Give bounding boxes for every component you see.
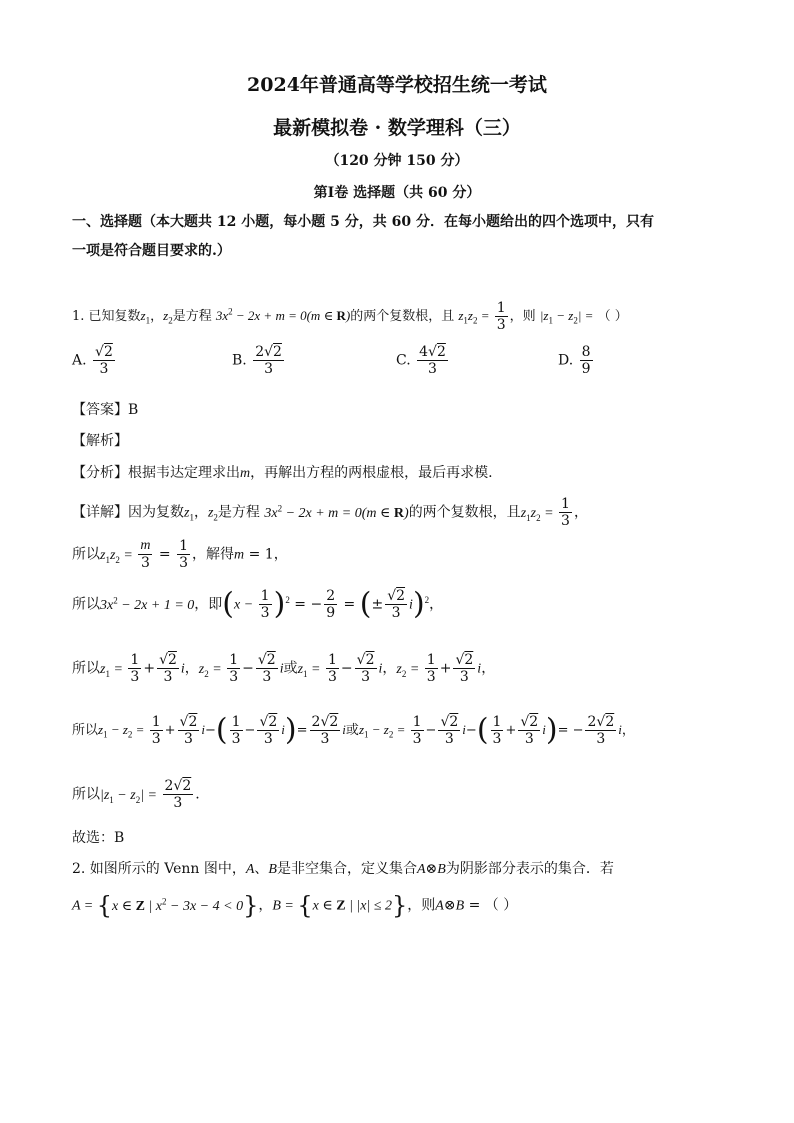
time-score: （120 分钟 150 分） (325, 153, 469, 169)
q1-step-2: 所以$3x^2 - 2x + 1 = 0$，即(x − $\frac{1}{3}$ )$^2$ = − $\frac{2}{9}$ = (± $\frac{√2}{3}$ i)$^2$， (72, 586, 444, 622)
q1-option-c[interactable]: C. $\frac{4√2}{3}$ (396, 344, 446, 377)
q1-stem: 1. 已知复数$z_1$，$z_2$是方程 $3x^2 - 2x + m = 0(m$ ∈ R)的两个复数根，且 $z_1z_2$ = $\frac{1}{3}$ ，则 $|z_1 - z_2|$ = （ ） (72, 300, 628, 333)
exam-title: 2024年普通高等学校招生统一考试 (247, 74, 547, 96)
section-heading: 第Ⅰ卷 选择题（共 60 分） (313, 185, 481, 201)
q1-step-1: 所以$z_1z_2$ = $\frac{m}{3}$ = $\frac{1}{3}$ ，解得m = 1， (72, 538, 288, 571)
instructions-line-2: 一项是符合题目要求的.） (72, 243, 231, 259)
q2-stem: 2. 如图所示的 Venn 图中，A、B是非空集合，定义集合A⊗B为阴影部分表示的集合．若 (72, 861, 614, 877)
q1-analysis-heading: 【解析】 (72, 433, 128, 449)
exam-subtitle: 最新模拟卷 · 数学理科（三） (273, 117, 521, 139)
q1-step-3: 所以$z_1$ = $\frac{1}{3}$ + $\frac{√2}{3}$ i，$z_2$ = $\frac{1}{3}$ − $\frac{√2}{3}$ i或$z_1$ = $\frac{1}{3}$ − $\frac{√2}{3}$ i，$z_2$ = $\frac{1}{3}$ + $\frac{√2}{3}$ i， (72, 652, 496, 685)
q1-conclusion: 故选：B (72, 830, 125, 846)
instructions-line-1: 一、选择题（本大题共 12 小题，每小题 5 分，共 60 分．在每小题给出的四个选项中，只有 (72, 214, 654, 230)
q1-option-b[interactable]: B. $\frac{2√2}{3}$ (232, 344, 282, 377)
q1-step-5: 所以$|z_1 - z_2|$ = $\frac{2√2}{3}$ . (72, 778, 200, 811)
q1-step-4: 所以$z_1 - z_2$ = $\frac{1}{3}$ + $\frac{√2}{3}$ i−( $\frac{1}{3}$ − $\frac{√2}{3}$ i)= $\frac{2√2}{3}$ i或$z_1 - z_2$ = $\frac{1}{3}$ − $\frac{√2}{3}$ i−( $\frac{1}{3}$ + $\frac{√2}{3}$ i)= − $\frac{2√2}{3}$ i， (72, 712, 635, 748)
q1-answer: 【答案】B (72, 402, 139, 418)
q1-fenxi: 【分析】根据韦达定理求出m，再解出方程的两根虚根，最后再求模. (72, 465, 493, 481)
q1-detail: 【详解】因为复数$z_1$，$z_2$是方程 $3x^2 - 2x + m = 0(m$ ∈ R)的两个复数根，且$z_1z_2$ = $\frac{1}{3}$ ， (72, 496, 588, 529)
q2-sets: A = {x ∈ Z | $x^2 - 3x - 4 < 0$}，B = {x ∈ Z | |x| ≤ 2}，则A⊗B = （ ） (72, 891, 518, 920)
q1-option-d[interactable]: D. $\frac{8}{9}$ (558, 344, 591, 377)
q1-option-a[interactable]: A. $\frac{√2}{3}$ (72, 344, 113, 377)
